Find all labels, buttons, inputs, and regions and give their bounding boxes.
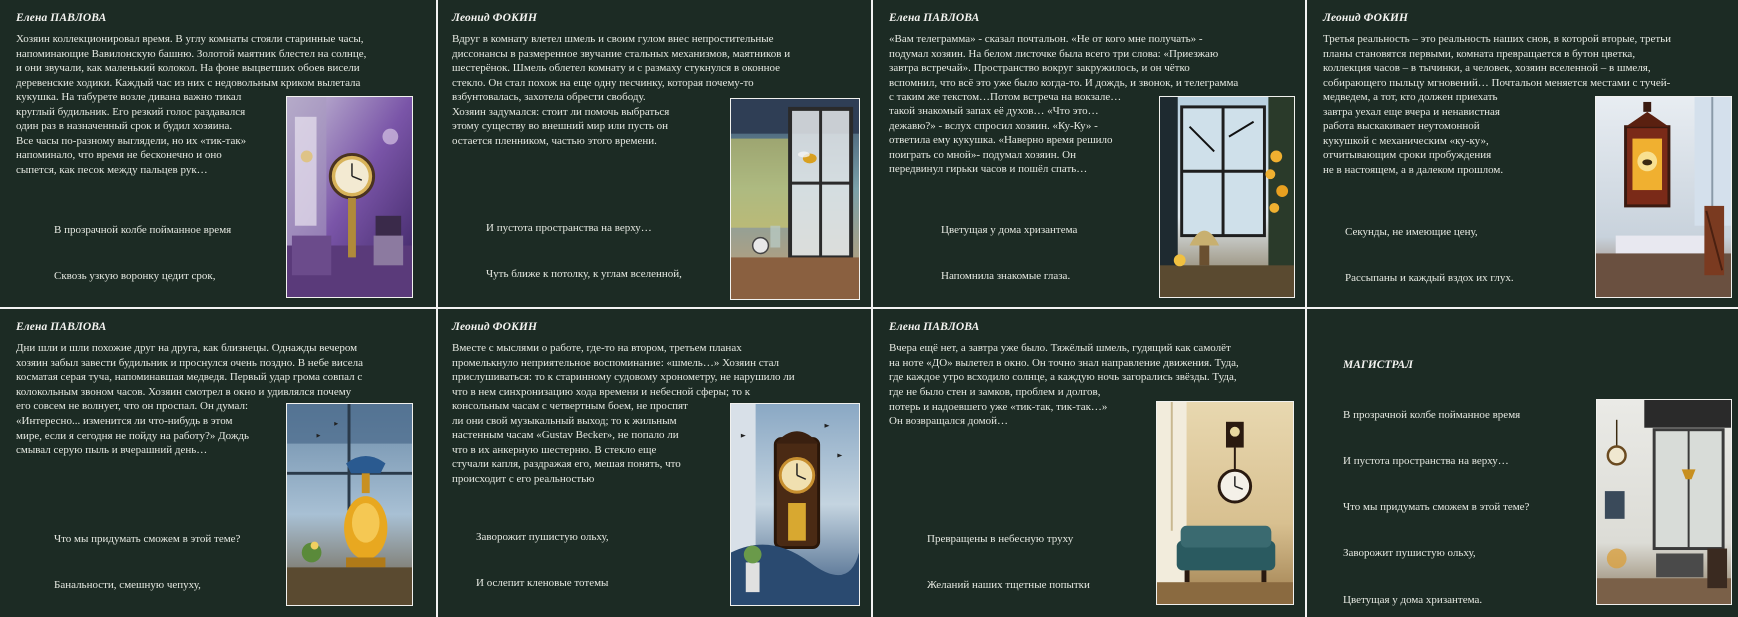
panel-8	[1307, 309, 1738, 617]
author-name: Леонид ФОКИН	[1323, 12, 1409, 24]
hourglass-window-art	[287, 404, 412, 605]
bee-window-art	[731, 99, 859, 299]
panel-7	[873, 309, 1305, 617]
poem-stanza: Заворожит пушистую ольху, И ослепит кленовые тотемы	[476, 530, 609, 590]
illustration-hourglass-window	[286, 403, 413, 606]
author-name: Елена ПАВЛОВА	[16, 321, 107, 333]
panel-5	[0, 309, 436, 617]
author-name: Елена ПАВЛОВА	[16, 12, 107, 24]
prose-side-text: взбунтовалась, захотела обрести свободу. Хозяин задумался: стоит ли помочь выбраться этому существу во внешний мир или пусть он остается пленником, частью этого времени.	[452, 91, 670, 147]
prose-text: Дни шли и шли похожие друг на друга, как близнецы. Однажды вечером хозяин забыл завести будильник и проснулся очень поздно. В небе висела косматая серая туча, напоминавшая медведя. Первый удар грома совпал с колокольным звоном часов. Хозяин смотрел в окно и удивлялся почему его совсем не волнует, что он проспал. Он думал:	[16, 342, 363, 413]
author-name: Елена ПАВЛОВА	[889, 321, 980, 333]
prose-text: «Вам телеграмма» - сказал почтальон. «Не от кого мне получать» - подумал хозяин. На белом листочке была всего три слова: «Приезжаю завтра встречай». Пространство вокруг закружилось, и он чётко вспомнил, что всё это уже было когда-то. И дождь, и звонок, и телеграмма с таким же текстом…Потом встреча на вокзале…	[889, 33, 1239, 104]
poem-stanza: В прозрачной колбе пойманное время Сквозь узкую воронку цедит срок,	[54, 223, 232, 283]
illustration-wall-clock	[730, 403, 860, 606]
prose-side-text: «Интересно... изменится ли что-нибудь в этом мире, если я сегодня не пойду на работу?» Дождь смывал серую пыль и вчерашний день…	[16, 415, 250, 457]
magistral-heading: МАГИСТРАЛ	[1343, 359, 1414, 371]
poem-stanza: Превращены в небесную труху Желаний наших тщетные попытки	[927, 532, 1090, 592]
panel-2	[438, 0, 871, 307]
poem-stanza: В прозрачной колбе пойманное время И пустота пространства на верху… Что мы придумать сможем в этой теме? Заворожит пушистую ольху, Цветущая у дома хризантема.	[1343, 408, 1530, 606]
prose-side-text: медведем, а тот, кто должен приехать завтра уехал еще вчера и ненавистная работа выскакивает неутомонной кукушкой с механическим «ку-ку», отчитывающим сроки пробуждения не в настоящем, а в далеком прошлом.	[1323, 91, 1504, 176]
panel-1	[0, 0, 436, 307]
prose-text: Вместе с мыслями о работе, где-то на втором, третьем планах промелькнуло неприятельное воспоминание: «шмель…» Хозяин стал прислушиваться: то к старинному судовому хронометру, не нарушило ли что в нем синхронизацию хода времени и небесной сферы; то к	[452, 342, 795, 398]
prose-side-text: кукушка. На табурете возле дивана важно тикал круглый будильник. Его резкий голос раздавался один раз в назначенный срок и будил хозяина. Все часы по-разному выглядели, но их «тик-так» напоминало, что время не бесконечно и оно сыпется, как песок между пальцев рук…	[16, 91, 247, 176]
sofa-clock-art	[1157, 402, 1293, 604]
window-flowers-art	[1160, 97, 1294, 297]
prose-text: Третья реальность – это реальность наших снов, в которой вторые, третьи планы становятся первыми, комната превращается в бутон цветка, коллекция часов – в тычинки, а человек, хозяин вселенной – в шмеля, собирающего пыльцу мгновений… Почтальон меняется местами с тучей-	[1323, 33, 1672, 89]
clock-room-art	[287, 97, 412, 297]
poem-stanza: И пустота пространства на верху… Чуть ближе к потолку, к углам вселенной,	[486, 221, 682, 281]
poem-stanza: Что мы придумать сможем в этой теме? Банальности, смешную чепуху,	[54, 532, 241, 592]
panel-3	[873, 0, 1305, 307]
author-name: Леонид ФОКИН	[452, 321, 538, 333]
illustration-interior	[1596, 399, 1732, 605]
poem-stanza: Цветущая у дома хризантема Напомнила знакомые глаза.	[941, 223, 1078, 283]
panel-4	[1307, 0, 1738, 307]
prose-side-text: консольным часам с четвертным боем, не проспят ли они свой музыкальный выход; то к жильным настенным часам «Gustav Becker», не попало ли что в их анкерную шестерню. В стекло еще стучали капля, раздражая его, мешая понять, что происходит с его реальностью	[452, 400, 688, 485]
prose-side-text: такой знакомый запах её духов… «Что это… дежавю?» - вслух спросил хозяин. «Ку-Ку» - ответила ему кукушка. «Наверно время решило поиграть со мной»- подумал хозяин. Он передвинул гирьки часов и пошёл спать…	[889, 105, 1113, 176]
prose-text: Хозяин коллекционировал время. В углу комнаты стояли старинные часы, напоминающие Вавилонскую башню. Золотой маятник блестел на солнце, и они звучали, как маленький колокол. На фоне выцветших обоев висели деревенские ходики. Каждый час из них с недовольным криком вылетала	[16, 33, 367, 89]
author-name: Леонид ФОКИН	[452, 12, 538, 24]
illustration-bee-window	[730, 98, 860, 300]
illustration-window-flowers	[1159, 96, 1295, 298]
prose-side-text: где не было стен и замков, проблем и долгов, потерь и надоевшего уже «тик-так, тик-так…» Он возвращался домой…	[889, 386, 1108, 428]
illustration-clock-room	[286, 96, 413, 298]
prose-text: Вдруг в комнату влетел шмель и своим гулом внес непростительные диссонансы в размеренное звучание стальных механизмов, маятников и шестерёнок. Шмель облетел комнату и с размаху стукнулся в оконное стекло. Он стал похож на еще одну песчинку, которая почему-то	[452, 33, 791, 89]
author-name: Елена ПАВЛОВА	[889, 12, 980, 24]
poem-stanza: Секунды, не имеющие цену, Рассыпаны и каждый вздох их глух.	[1345, 225, 1514, 285]
panel-6	[438, 309, 871, 617]
lantern-clock-art	[1596, 97, 1731, 297]
illustration-sofa-clock	[1156, 401, 1294, 605]
wall-clock-art	[731, 404, 859, 605]
prose-text: Вчера ещё нет, а завтра уже было. Тяжёлый шмель, гудящий как самолёт на ноте «ДО» вылетел в окно. Он точно знал направление движения. Туда, где каждое утро всходило солнце, а каждую ночь загорались звёзды. Туда,	[889, 342, 1239, 384]
illustration-lantern-clock	[1595, 96, 1732, 298]
interior-art	[1597, 400, 1731, 604]
